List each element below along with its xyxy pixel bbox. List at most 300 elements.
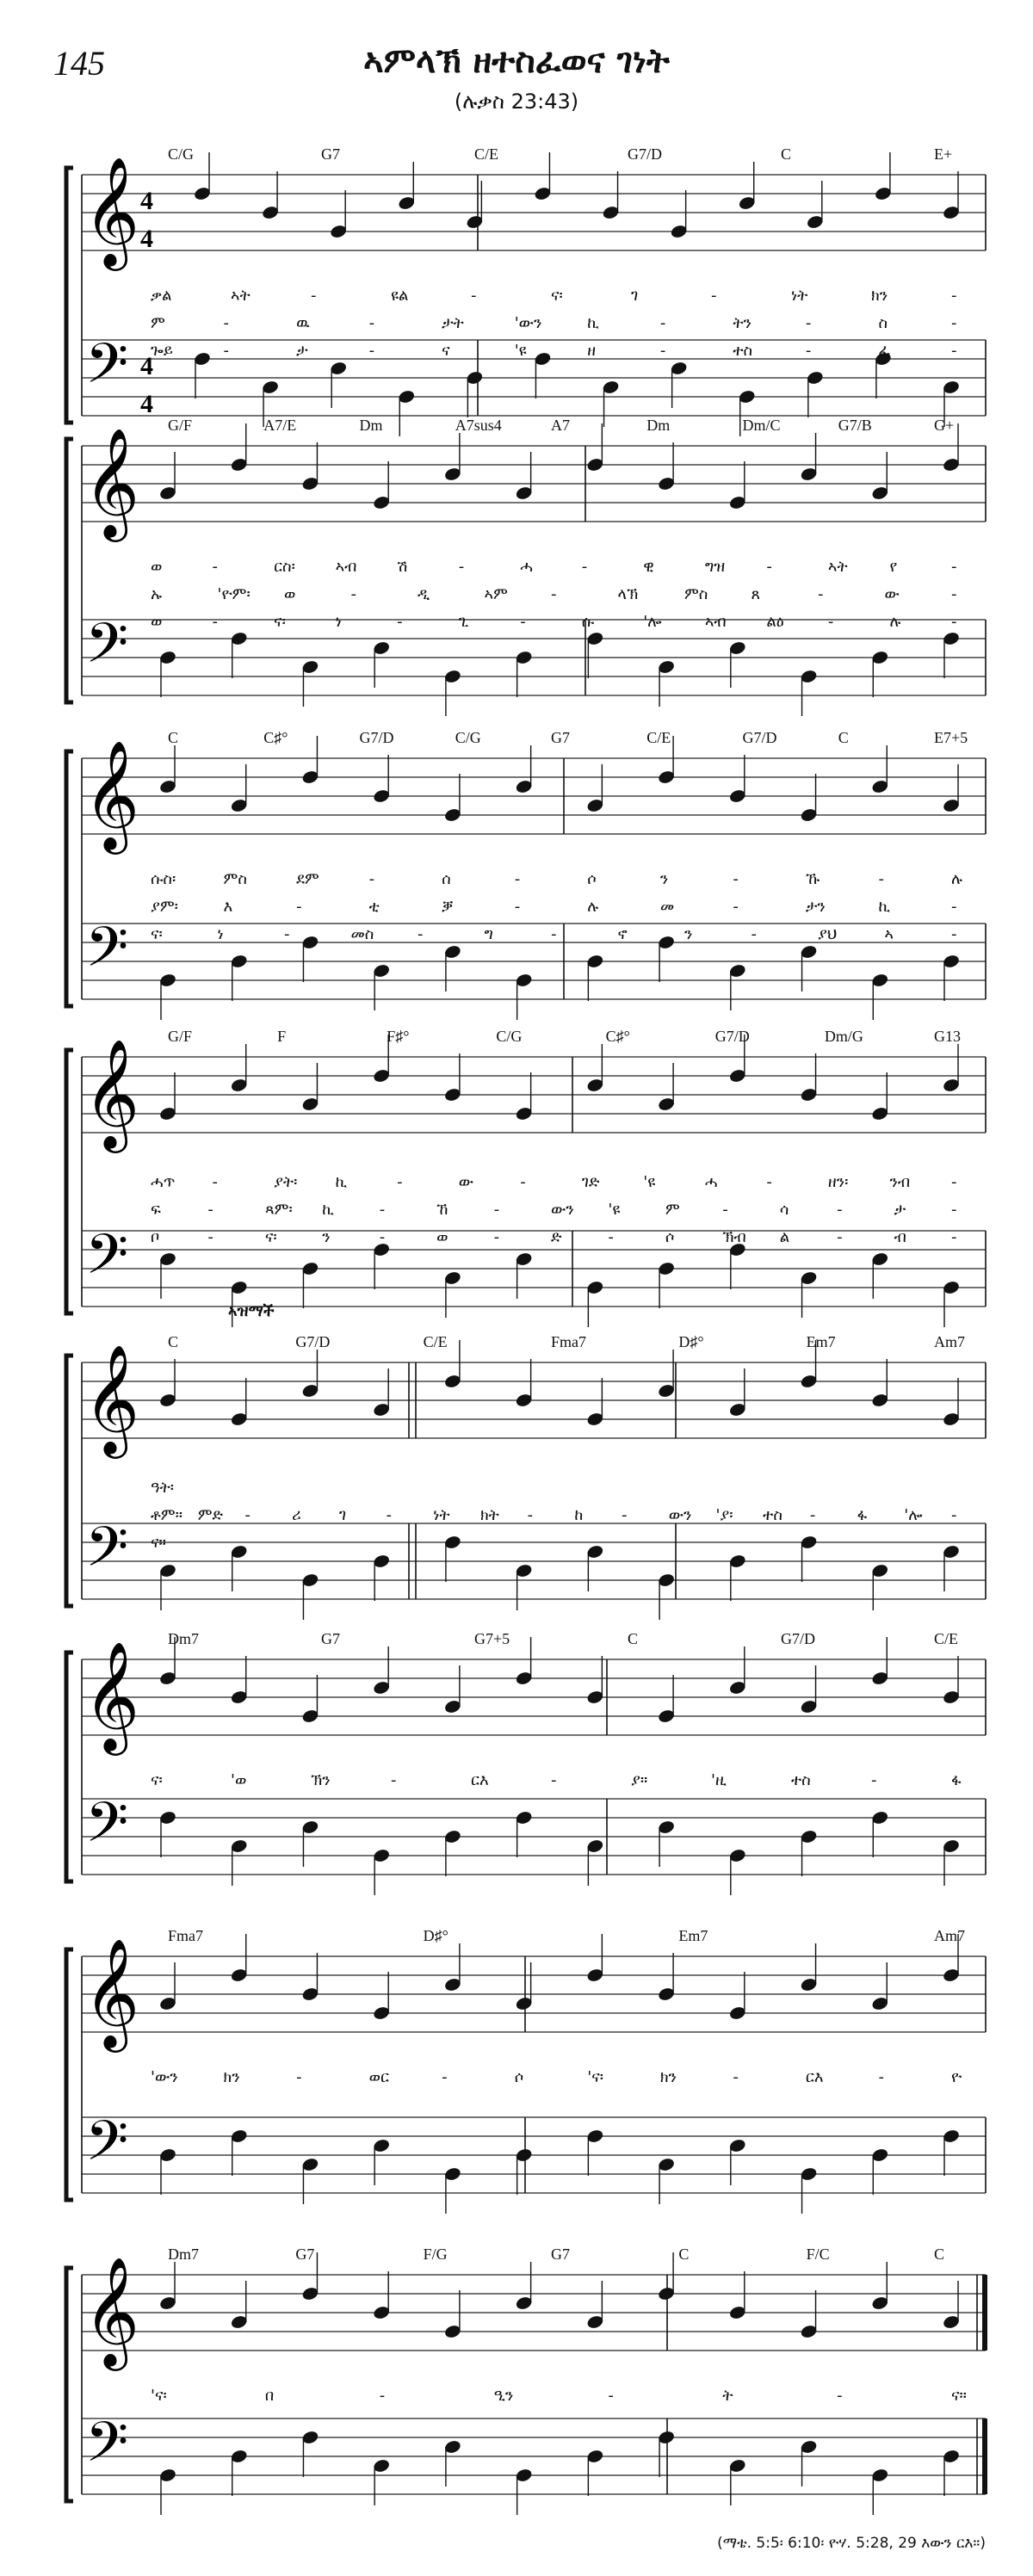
lyric-syllable: ፋ [857, 1506, 868, 1524]
chord-symbol: G7/B [838, 417, 872, 434]
syllable-hyphen: - [442, 2068, 448, 2086]
syllable-hyphen: - [878, 2068, 884, 2086]
lyric-syllable: ክን [659, 2068, 677, 2086]
syllable-hyphen: - [951, 342, 957, 360]
lyric-syllable: ደም [296, 870, 319, 888]
chord-symbol: C♯° [263, 729, 288, 746]
chord-symbol: C/G [496, 1028, 523, 1045]
lyric-syllable: ታ [296, 342, 308, 360]
lyric-syllable: ኣብ [704, 613, 727, 631]
syllable-hyphen: - [514, 870, 521, 888]
lyric-syllable: ኣት [231, 287, 251, 305]
lyric-line [47, 2068, 1003, 2092]
lyric-syllable: ፋ [951, 1771, 962, 1789]
syllable-hyphen: - [951, 925, 957, 943]
time-signature-denominator: 4 [140, 225, 153, 253]
lyric-syllable: 'ዩ [608, 1201, 621, 1219]
chord-symbol: Fma7 [551, 1333, 587, 1350]
lyric-syllable: ግ [484, 925, 493, 943]
lyric-line [47, 287, 1003, 311]
syllable-hyphen: - [951, 287, 957, 305]
lyric-syllable: ኣብ [335, 558, 357, 576]
lyric-syllable: ፍ [151, 1201, 161, 1219]
lyric-syllable: ኣ [884, 925, 894, 943]
lyric-syllable: ና [442, 342, 450, 360]
syllable-hyphen: - [379, 1201, 386, 1219]
syllable-hyphen: - [711, 287, 717, 305]
lyric-line [47, 1173, 1003, 1197]
lyric-syllable: ን [684, 925, 693, 943]
syllable-hyphen: - [551, 925, 557, 943]
lyric-line [47, 613, 1003, 637]
syllable-hyphen: - [296, 898, 302, 916]
bass-clef-icon: 𝄢 [85, 612, 129, 689]
lyric-syllable: 'ና፡ [587, 2068, 604, 2086]
time-signature-numerator: 4 [140, 352, 153, 380]
syllable-hyphen: - [951, 558, 957, 576]
lyric-syllable: ሉ [889, 613, 901, 631]
syllable-hyphen: - [733, 2068, 739, 2086]
chord-symbol: A7sus4 [455, 417, 502, 434]
lyric-syllable: ነት [791, 287, 808, 305]
lyric-syllable: ርእ [805, 2068, 824, 2086]
lyric-syllable: ሱስ፡ [151, 870, 176, 888]
lyric-syllable: ምድ [197, 1506, 223, 1524]
chord-symbol: Em7 [806, 1333, 836, 1350]
system-staves [47, 120, 994, 418]
lyric-syllable: ንብ [889, 1173, 911, 1191]
syllable-hyphen: - [722, 1201, 728, 1219]
lyric-syllable: 'ወ [231, 1771, 247, 1789]
syllable-hyphen: - [951, 613, 957, 631]
chord-symbol: G7 [551, 729, 570, 746]
chord-symbol: D♯° [678, 1333, 704, 1350]
lyric-syllable: ብ [894, 1228, 906, 1246]
score-system [47, 120, 1003, 418]
treble-clef-icon: 𝄞 [84, 1038, 140, 1148]
chord-symbol: C [168, 729, 179, 746]
lyric-syllable: ሓ [520, 558, 533, 576]
lyric-syllable: ሓ [704, 1173, 718, 1191]
syllable-hyphen: - [244, 1506, 251, 1524]
chord-symbol: A7/E [263, 417, 297, 434]
lyric-syllable: ቶም። [151, 1506, 183, 1524]
refrain-direction: ኣዝማች [228, 1302, 275, 1320]
lyric-syllable: ተስ [733, 342, 753, 360]
syllable-hyphen: - [805, 342, 812, 360]
lyric-line [47, 314, 1003, 338]
lyric-syllable: ቦ [151, 1228, 160, 1246]
time-signature-denominator: 4 [140, 390, 153, 418]
syllable-hyphen: - [514, 898, 521, 916]
score-system [47, 2221, 1003, 2505]
lyric-syllable: ና፡ [274, 613, 286, 631]
lyric-syllable: ና፡ [151, 925, 163, 943]
lyric-syllable: ን [322, 1228, 331, 1246]
lyric-syllable: 'ዚ [711, 1771, 727, 1789]
lyric-syllable: ታን [805, 898, 826, 916]
syllable-hyphen: - [386, 1506, 393, 1524]
syllable-hyphen: - [520, 1173, 526, 1191]
syllable-hyphen: - [733, 898, 739, 916]
lyric-syllable: ሶ [587, 870, 597, 888]
lyric-syllable: መስ [350, 925, 374, 943]
syllable-hyphen: - [581, 558, 588, 576]
lyric-line [47, 342, 1003, 366]
syllable-hyphen: - [827, 613, 834, 631]
lyric-syllable: 'ያ፡ [715, 1506, 733, 1524]
lyric-syllable: ዘን፡ [827, 1173, 849, 1191]
syllable-hyphen: - [871, 1771, 877, 1789]
lyric-syllable: ኽብ [722, 1228, 746, 1246]
lyric-syllable: ኪ [322, 1201, 334, 1219]
syllable-hyphen: - [551, 585, 557, 603]
bass-clef-icon: 𝄢 [85, 916, 129, 993]
syllable-hyphen: - [878, 870, 884, 888]
syllable-hyphen: - [809, 1506, 816, 1524]
syllable-hyphen: - [837, 2387, 843, 2405]
lyric-syllable: ና፡ [264, 1228, 277, 1246]
chord-symbol: Dm [646, 417, 671, 434]
syllable-hyphen: - [951, 1201, 957, 1219]
chord-symbol: G+ [934, 417, 955, 434]
chord-symbol: C/E [646, 729, 671, 746]
syllable-hyphen: - [493, 1201, 500, 1219]
syllable-hyphen: - [551, 1771, 557, 1789]
lyric-line [47, 585, 1003, 609]
chord-symbol: C [678, 2246, 690, 2263]
lyric-syllable: ተስ [763, 1506, 782, 1524]
syllable-hyphen: - [951, 1228, 957, 1246]
treble-staff [82, 758, 986, 834]
lyric-syllable: 'ውን [514, 314, 542, 332]
chord-symbol: G/F [168, 1028, 193, 1045]
lyric-syllable: ርስ፡ [274, 558, 295, 576]
hymn-number: 145 [53, 44, 105, 83]
lyric-syllable: ና፡ [551, 287, 563, 305]
lyric-syllable: ኡ [151, 585, 163, 603]
lyric-syllable: ክት [479, 1506, 499, 1524]
lyric-syllable: ወር [368, 2068, 389, 2086]
lyric-line [47, 558, 1003, 582]
score-system [47, 1902, 1003, 2195]
lyric-syllable: 'ዮም፡ [217, 585, 251, 603]
treble-staff [82, 175, 986, 250]
lyric-syllable: ምስ [223, 870, 247, 888]
lyric-syllable: ገድ [581, 1173, 600, 1191]
lyric-syllable: ልዕ [766, 613, 784, 631]
lyric-syllable: ቓ [442, 898, 454, 916]
treble-staff [82, 1362, 986, 1438]
syllable-hyphen: - [207, 1201, 213, 1219]
syllable-hyphen: - [951, 314, 957, 332]
chord-symbol: Dm/C [742, 417, 781, 434]
lyric-syllable: ው [458, 1173, 473, 1191]
lyric-syllable: ዩል [391, 287, 409, 305]
chord-symbol: C [628, 1630, 639, 1647]
chord-symbol: C/E [474, 145, 499, 163]
treble-staff [82, 1956, 986, 2032]
score-system [47, 1003, 1003, 1304]
lyric-syllable: ከ [574, 1506, 584, 1524]
syllable-hyphen: - [368, 870, 375, 888]
syllable-hyphen: - [223, 314, 230, 332]
lyric-syllable: ሽ [397, 558, 408, 576]
bass-clef-icon: 𝄢 [85, 332, 129, 410]
chord-symbol: E+ [934, 145, 953, 163]
final-barline-thick [982, 2418, 987, 2494]
chord-symbol: Dm/G [824, 1028, 863, 1045]
system-staves [47, 1003, 994, 1304]
syllable-hyphen: - [837, 1228, 843, 1246]
lyric-syllable: ጻም፡ [264, 1201, 293, 1219]
bass-clef-icon: 𝄢 [85, 1791, 129, 1869]
lyric-syllable: ያህ [818, 925, 838, 943]
lyric-syllable: ና፡ [151, 1771, 163, 1789]
lyric-syllable: ጐይ [151, 342, 173, 360]
syllable-hyphen: - [311, 287, 317, 305]
lyric-syllable: ጊ [458, 613, 469, 631]
syllable-hyphen: - [207, 1228, 213, 1246]
bass-clef-icon: 𝄢 [85, 2411, 129, 2488]
syllable-hyphen: - [397, 1173, 403, 1191]
syllable-hyphen: - [837, 1201, 843, 1219]
lyric-syllable: ኸ [436, 1201, 448, 1219]
chord-symbol: Dm7 [168, 2246, 199, 2263]
lyric-line [47, 1479, 1003, 1503]
lyric-syllable: ኣም [484, 585, 508, 603]
chord-symbol: Fma7 [168, 1927, 204, 1944]
syllable-hyphen: - [659, 314, 666, 332]
hymn-title: ኣምላኽ ዘተስፈወና ገነት [363, 41, 670, 81]
lyric-syllable: በ [264, 2387, 275, 2405]
chord-symbol: G7 [551, 2246, 570, 2263]
syllable-hyphen: - [379, 2387, 386, 2405]
lyric-syllable: ሪ [292, 1506, 301, 1524]
lyric-syllable: 'ዩ [514, 342, 527, 360]
lyric-syllable: ያት፡ [274, 1173, 298, 1191]
syllable-hyphen: - [659, 342, 666, 360]
chord-symbol: F/G [423, 2246, 448, 2263]
chord-symbol: C♯° [605, 1028, 630, 1045]
lyric-syllable: ዒን [493, 2387, 514, 2405]
chord-symbol: D♯° [423, 1927, 448, 1944]
syllable-hyphen: - [350, 585, 356, 603]
syllable-hyphen: - [458, 558, 465, 576]
syllable-hyphen: - [766, 1173, 772, 1191]
lyric-syllable: ዘ [587, 342, 597, 360]
chord-symbol: G7 [295, 2246, 315, 2263]
system-bracket [66, 2268, 73, 2501]
lyric-syllable: ሉ [951, 870, 962, 888]
lyric-syllable: ሶ [665, 1228, 675, 1246]
syllable-hyphen: - [951, 898, 957, 916]
score-system [47, 1302, 1003, 1601]
lyric-line [47, 1506, 1003, 1530]
chord-symbol: G7/D [359, 729, 394, 746]
chord-symbol: G7/D [295, 1333, 331, 1350]
syllable-hyphen: - [608, 2387, 614, 2405]
chord-symbol: Dm7 [168, 1630, 199, 1647]
lyric-syllable: ርእ [471, 1771, 489, 1789]
scripture-reference: (ሉቃስ 23:43) [454, 90, 579, 114]
bass-staff [82, 2418, 986, 2494]
chord-symbol: F♯° [387, 1028, 410, 1045]
system-bracket [66, 1652, 73, 1881]
lyric-syllable: ን [659, 870, 669, 888]
lyric-syllable: 'ና፡ [151, 2387, 167, 2405]
lyric-syllable: ነ [335, 613, 342, 631]
chord-symbol: G7 [321, 145, 340, 163]
lyric-syllable: ኪ [335, 1173, 348, 1191]
lyric-syllable: ኣት [827, 558, 848, 576]
treble-clef-icon: 𝄞 [84, 1937, 140, 2048]
lyric-syllable: መ [659, 898, 675, 916]
lyric-syllable: ም [665, 1201, 680, 1219]
chord-symbol: G7 [321, 1630, 340, 1647]
syllable-hyphen: - [471, 287, 477, 305]
treble-staff [82, 1057, 986, 1133]
lyric-syllable: ኪ [878, 898, 890, 916]
lyric-syllable: ወ [436, 1228, 448, 1246]
treble-clef-icon: 𝄞 [84, 2256, 140, 2366]
chord-symbol: C [168, 1333, 179, 1350]
treble-clef-icon: 𝄞 [84, 1344, 140, 1454]
lyric-syllable: ነት [433, 1506, 450, 1524]
chord-symbol: F/C [806, 2246, 830, 2263]
lyric-syllable: ሶ [514, 2068, 524, 2086]
lyric-syllable: ፈ [878, 342, 890, 360]
lyric-syllable: ል [779, 1228, 790, 1246]
treble-staff [82, 446, 986, 522]
treble-clef-icon: 𝄞 [84, 156, 140, 266]
lyric-syllable: ያ። [631, 1771, 648, 1789]
lyric-syllable: ዮ [951, 2068, 962, 2086]
chord-symbol: E7+5 [934, 729, 968, 746]
lyric-syllable: ም [151, 314, 165, 332]
lyric-syllable: ተስ [791, 1771, 811, 1789]
lyric-syllable: ኪ [587, 314, 599, 332]
score-system [47, 392, 1003, 693]
syllable-hyphen: - [818, 585, 824, 603]
syllable-hyphen: - [212, 1173, 219, 1191]
syllable-hyphen: - [223, 342, 230, 360]
lyric-line [47, 1534, 1003, 1558]
lyric-syllable: ዓት፡ [151, 1479, 175, 1497]
lyric-syllable: ግዝ [704, 558, 726, 576]
syllable-hyphen: - [766, 558, 772, 576]
chord-symbol: Dm [359, 417, 383, 434]
chord-symbol: G7/D [714, 1028, 750, 1045]
chord-symbol: Em7 [678, 1927, 708, 1944]
lyric-syllable: 'ዩ [643, 1173, 656, 1191]
syllable-hyphen: - [493, 1228, 500, 1246]
chord-symbol: G7/D [781, 1630, 815, 1647]
lyric-syllable: ውን [551, 1201, 574, 1219]
syllable-hyphen: - [212, 613, 219, 631]
chord-symbol: C [934, 2246, 945, 2263]
syllable-hyphen: - [622, 1506, 628, 1524]
syllable-hyphen: - [368, 314, 375, 332]
chord-symbol: F [277, 1028, 287, 1045]
lyric-line [47, 1771, 1003, 1795]
lyric-syllable: ያም፡ [151, 898, 178, 916]
syllable-hyphen: - [951, 585, 957, 603]
footer-references: (ማቴ. 5:5፡ 6:10፡ ዮሃ. 5:28, 29 እውን ርእ።) [717, 2535, 986, 2552]
chord-symbol: Am7 [934, 1333, 965, 1350]
lyric-syllable: ውን [668, 1506, 692, 1524]
treble-staff [82, 2275, 986, 2351]
lyric-line [47, 898, 1003, 922]
lyric-syllable: እ [223, 898, 233, 916]
treble-clef-icon: 𝄞 [84, 739, 140, 849]
syllable-hyphen: - [379, 1228, 386, 1246]
lyric-syllable: ቃል [151, 287, 172, 305]
syllable-hyphen: - [397, 613, 403, 631]
lyric-syllable: ገ [338, 1506, 347, 1524]
lyric-syllable: ድ [551, 1228, 562, 1246]
syllable-hyphen: - [520, 613, 526, 631]
lyric-syllable: ዊ [643, 558, 654, 576]
treble-clef-icon: 𝄞 [84, 427, 140, 537]
lyric-syllable: ኽን [311, 1771, 331, 1789]
chord-symbol: Am7 [934, 1927, 965, 1944]
lyric-syllable: ዉ [296, 314, 310, 332]
syllable-hyphen: - [733, 870, 739, 888]
lyric-syllable: ት [722, 2387, 733, 2405]
lyric-syllable: ሱ [581, 613, 595, 631]
lyric-syllable: ክን [871, 287, 888, 305]
lyric-syllable: ወ [151, 613, 163, 631]
lyric-line [47, 925, 1003, 949]
lyric-syllable: 'ሎ [643, 613, 662, 631]
chord-symbol: C/E [423, 1333, 448, 1350]
lyric-syllable: ና። [951, 2387, 967, 2405]
chord-symbol: G7+5 [474, 1630, 510, 1647]
treble-clef-icon: 𝄞 [84, 1640, 140, 1751]
lyric-syllable: ወ [151, 558, 163, 576]
lyric-syllable: 'ሎ [904, 1506, 923, 1524]
lyric-syllable: ምስ [684, 585, 708, 603]
lyric-syllable: ሉ [587, 898, 599, 916]
treble-staff [82, 1659, 986, 1735]
syllable-hyphen: - [368, 342, 375, 360]
final-barline-thick [982, 2275, 987, 2351]
lyric-syllable: ክን [223, 2068, 240, 2086]
chord-symbol: C/G [168, 145, 195, 163]
lyric-syllable: ው [884, 585, 900, 603]
bass-clef-icon: 𝄢 [85, 2110, 129, 2187]
lyric-syllable: የ [889, 558, 898, 576]
chord-symbol: C [781, 145, 792, 163]
lyric-syllable: ዲ [418, 585, 430, 603]
score-system [47, 1605, 1003, 1889]
lyric-line [47, 2387, 1003, 2411]
lyric-syllable: ስ [878, 314, 888, 332]
lyric-syllable: 'ውን [151, 2068, 178, 2086]
lyric-syllable: ትን [733, 314, 752, 332]
chord-symbol: G7/D [742, 729, 777, 746]
lyric-syllable: ሰ [442, 870, 451, 888]
chord-symbol: A7 [551, 417, 570, 434]
lyric-line [47, 870, 1003, 894]
lyric-syllable: ሓጥ [151, 1173, 176, 1191]
syllable-hyphen: - [527, 1506, 534, 1524]
system-staves [47, 392, 994, 693]
bass-staff [82, 1799, 986, 1875]
bass-clef-icon: 𝄢 [85, 1516, 129, 1593]
syllable-hyphen: - [751, 925, 757, 943]
